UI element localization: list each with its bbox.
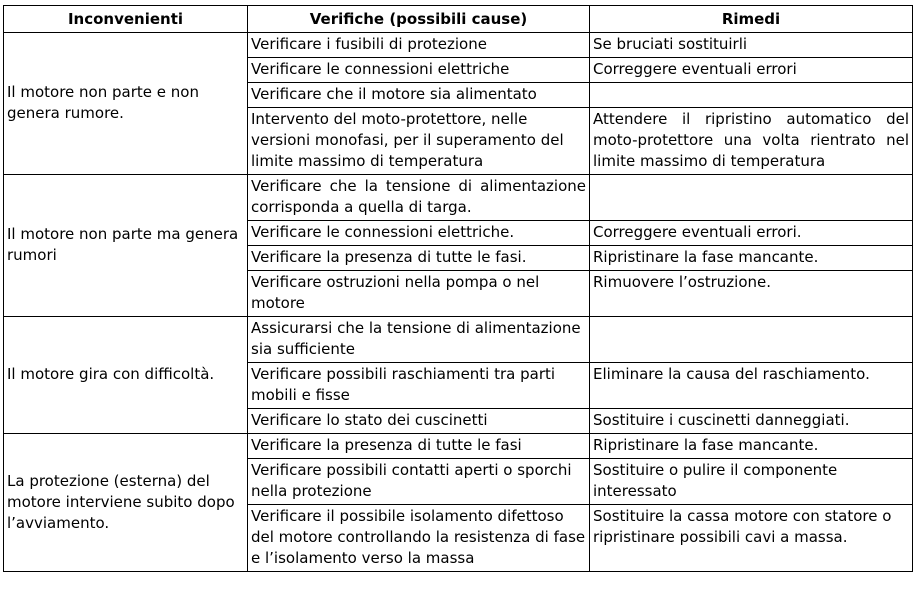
issue-cell: La protezione (esterna) del motore interviene subito dopo l’avviamento.: [4, 434, 248, 572]
check-cell: Verificare le connessioni elettriche: [248, 58, 590, 83]
check-cell: Verificare la presenza di tutte le fasi: [248, 434, 590, 459]
check-cell: Assicurarsi che la tensione di alimentazione sia sufficiente: [248, 317, 590, 363]
remedy-cell: Sostituire o pulire il componente interessato: [590, 459, 913, 505]
remedy-cell: Se bruciati sostituirli: [590, 33, 913, 58]
table-row: [4, 434, 913, 459]
issue-cell: Il motore non parte e non genera rumore.: [4, 33, 248, 175]
check-cell: Verificare ostruzioni nella pompa o nel motore: [248, 271, 590, 317]
header-row: [4, 6, 913, 33]
check-cell: Verificare che il motore sia alimentato: [248, 83, 590, 108]
check-cell: Verificare lo stato dei cuscinetti: [248, 409, 590, 434]
check-cell: Verificare il possibile isolamento difettoso del motore controllando la resistenza di fase e l’isolamento verso la massa: [248, 505, 590, 572]
check-cell: Verificare che la tensione di alimentazione corrisponda a quella di targa.: [248, 175, 590, 221]
remedy-cell: Ripristinare la fase mancante.: [590, 434, 913, 459]
remedy-cell: [590, 83, 913, 108]
issue-cell: Il motore gira con difficoltà.: [4, 317, 248, 434]
remedy-cell: Ripristinare la fase mancante.: [590, 246, 913, 271]
remedy-cell: Eliminare la causa del raschiamento.: [590, 363, 913, 409]
remedy-cell: [590, 175, 913, 221]
check-cell: Intervento del moto-protettore, nelle versioni monofasi, per il superamento del limite massimo di temperatura: [248, 108, 590, 175]
table-row: [4, 33, 913, 58]
check-cell: Verificare la presenza di tutte le fasi.: [248, 246, 590, 271]
remedy-cell: Attendere il ripristino automatico del moto-protettore una volta rientrato nel limite massimo di temperatura: [590, 108, 913, 175]
check-cell: Verificare i fusibili di protezione: [248, 33, 590, 58]
remedy-cell: Correggere eventuali errori.: [590, 221, 913, 246]
header-verifiche: Verifiche (possibili cause): [248, 6, 590, 33]
check-cell: Verificare le connessioni elettriche.: [248, 221, 590, 246]
table-row: [4, 175, 913, 221]
header-inconvenienti: Inconvenienti: [4, 6, 248, 33]
issue-cell: Il motore non parte ma genera rumori: [4, 175, 248, 317]
remedy-cell: Sostituire i cuscinetti danneggiati.: [590, 409, 913, 434]
remedy-cell: [590, 317, 913, 363]
remedy-cell: Rimuovere l’ostruzione.: [590, 271, 913, 317]
remedy-cell: Sostituire la cassa motore con statore o ripristinare possibili cavi a massa.: [590, 505, 913, 572]
troubleshooting-table: [3, 5, 913, 572]
remedy-cell: Correggere eventuali errori: [590, 58, 913, 83]
check-cell: Verificare possibili raschiamenti tra parti mobili e fisse: [248, 363, 590, 409]
header-rimedi: Rimedi: [590, 6, 913, 33]
table-row: [4, 317, 913, 363]
check-cell: Verificare possibili contatti aperti o sporchi nella protezione: [248, 459, 590, 505]
